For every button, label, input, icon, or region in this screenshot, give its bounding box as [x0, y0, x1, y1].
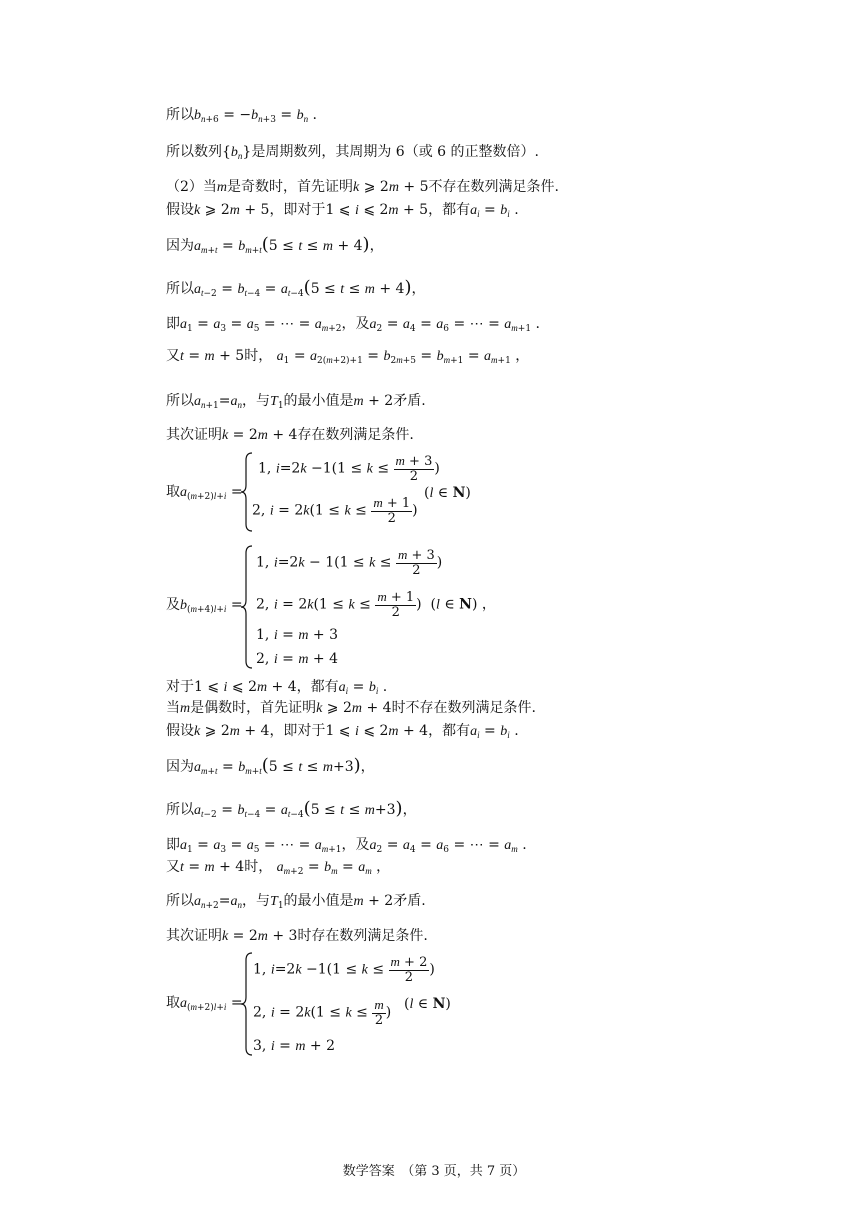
line-14-b: ，都有 — [296, 679, 339, 695]
line-20: 又t = m + 4时， $a_{m+2} = b_m = a_m$ ， — [166, 859, 391, 877]
piecewise-3-case-1: 1, i=2k −1(1 ≤ k ≤ $\frac{m + 2}{2}$ ) — [253, 954, 435, 985]
line-15-c: 时不存在数列满足条件. — [391, 700, 537, 716]
piecewise-3-case-3: 3, i = m + 2 — [253, 1038, 336, 1054]
line-22-b: 时存在数列满足条件. — [297, 928, 428, 944]
line-7-prefix: 即 — [166, 316, 180, 332]
piecewise-2-case-4: 2, i = m + 4 — [256, 651, 339, 667]
brace-3 — [240, 952, 254, 1056]
line-14-a: 对于 — [166, 679, 194, 695]
line-3-b: 是奇数时，首先证明 — [227, 179, 354, 195]
line-19-prefix: 即 — [166, 837, 180, 853]
piecewise-2-case-1: 1, i=2k − 1(1 ≤ k ≤ $\frac{m + 3}{2}$ ) — [256, 547, 443, 578]
line-21-prefix: 所以 — [166, 893, 194, 909]
line-20-prefix: 又 — [166, 859, 180, 875]
line-22-a: 其次证明 — [166, 928, 222, 944]
piecewise-2-case-2: 2, i = 2k(1 ≤ k ≤ $\frac{m + 1}{2}$ ) (l ∈ N) ， — [256, 589, 496, 620]
line-21-mid: ，与 — [242, 893, 271, 909]
brace-2 — [240, 545, 254, 669]
line-7: 即$a_1 = a_3 = a_5$ = ⋯ = $a_{m+2}$，及$a_2 = a_4 = a_6$ = ⋯ = $a_{m+1}$ . — [166, 316, 540, 334]
line-17-prefix: 因为 — [166, 759, 194, 775]
piecewise-2-lhs: 及$b_{(m+4)l+i}$ = — [166, 597, 243, 615]
line-4-b: ，即对于 — [269, 202, 326, 218]
line-6-prefix: 所以 — [166, 281, 194, 297]
line-10-b: 存在数列满足条件. — [297, 427, 414, 443]
line-16-b: ，即对于 — [269, 723, 326, 739]
line-2: 所以数列$\{b_n\}$是周期数列，其周期为 6（或 6 的正整数倍）. — [166, 144, 539, 161]
piecewise-1-lhs: 取$a_{(m+2)l+i}$ = — [166, 484, 243, 502]
line-21-end: 矛盾. — [393, 893, 426, 909]
line-10-a: 其次证明 — [166, 427, 222, 443]
line-2-a: 所以数列 — [166, 144, 222, 160]
line-4-c: ，都有 — [428, 202, 471, 218]
piecewise-1-case-1: 1, i=2k −1(1 ≤ k ≤ $\frac{m + 3}{2}$ ) — [258, 453, 440, 484]
line-16-a: 假设 — [166, 723, 194, 739]
line-10: 其次证明k = 2m + 4存在数列满足条件. — [166, 427, 414, 443]
line-4-a: 假设 — [166, 202, 194, 218]
line-5: 因为$a_{m+t} = b_{m+t}(5 \le t \le m + 4)$， — [166, 234, 384, 256]
piecewise-3-case-2: 2, i = 2k(1 ≤ k ≤ $\frac{m}{2}$ ) — [253, 997, 392, 1028]
line-15: 当m是偶数时，首先证明k ⩾ 2m + 4时不存在数列满足条件. — [166, 700, 537, 716]
line-19-mid: ，及 — [341, 837, 370, 853]
line-9-end: 矛盾. — [393, 393, 426, 409]
piecewise-1-case-2: 2, i = 2k(1 ≤ k ≤ $\frac{m + 1}{2}$ ) — [252, 495, 418, 526]
line-6: 所以$a_{t-2} = b_{t-4} = a_{t-4}(5 \le t \le m + 4)$， — [166, 277, 426, 299]
line-7-mid: ，及 — [341, 316, 370, 332]
line-21-suffix: 的最小值是 — [283, 893, 354, 909]
line-8-mid: 时， — [244, 348, 273, 364]
line-16-c: ，都有 — [428, 723, 471, 739]
line-1-prefix: 所以 — [166, 107, 194, 123]
line-9-prefix: 所以 — [166, 393, 194, 409]
line-9: 所以$a_{n+1}=a_n$，与$T_1$的最小值是m + 2矛盾. — [166, 393, 426, 411]
line-3: （2）当m是奇数时，首先证明k ⩾ 2m + 5不存在数列满足条件. — [166, 179, 559, 195]
line-4: 假设k ⩾ 2m + 5，即对于1 ⩽ i ⩽ 2m + 5，都有$a_i = b_i$ . — [166, 202, 519, 219]
line-17: 因为$a_{m+t} = b_{m+t}(5 \le t \le m+3)$， — [166, 755, 375, 777]
take-label-1: 取 — [166, 484, 180, 500]
page-footer: 数学答案 （第 3 页，共 7 页） — [342, 1164, 526, 1179]
line-3-c: 不存在数列满足条件. — [428, 179, 559, 195]
and-label: 及 — [166, 597, 180, 613]
line-16: 假设k ⩾ 2m + 4，即对于1 ⩽ i ⩽ 2m + 4，都有$a_i = b_i$ . — [166, 723, 519, 740]
line-15-a: 当 — [166, 700, 180, 716]
line-18-prefix: 所以 — [166, 802, 194, 818]
piecewise-3-domain: (l ∈ N) — [404, 996, 451, 1012]
line-8: 又t = m + 5时， $a_1 = a_{2(m+2)+1} = b_{2m+5} = b_{m+1} = a_{m+1}$ ， — [166, 348, 530, 366]
line-8-prefix: 又 — [166, 348, 180, 364]
line-9-mid: ，与 — [242, 393, 271, 409]
line-21: 所以$a_{n+2}=a_n$，与$T_1$的最小值是m + 2矛盾. — [166, 893, 426, 911]
line-20-mid: 时， — [244, 859, 273, 875]
line-2-b: 是周期数列，其周期为 6（或 6 的正整数倍）. — [251, 144, 539, 160]
line-9-suffix: 的最小值是 — [283, 393, 354, 409]
line-22: 其次证明k = 2m + 3时存在数列满足条件. — [166, 928, 428, 944]
piecewise-3-lhs: 取$a_{(m+2)l+i}$ = — [166, 995, 243, 1013]
line-5-prefix: 因为 — [166, 238, 194, 254]
piecewise-2-case-3: 1, i = m + 3 — [256, 627, 339, 643]
piecewise-1-domain: (l ∈ N) — [424, 485, 471, 501]
line-3-a: （2）当 — [166, 179, 217, 195]
take-label-2: 取 — [166, 995, 180, 1011]
line-19: 即$a_1 = a_3 = a_5$ = ⋯ = $a_{m+1}$，及$a_2 = a_4 = a_6$ = ⋯ = $a_m$ . — [166, 837, 527, 855]
line-18: 所以$a_{t-2} = b_{t-4} = a_{t-4}(5 \le t \le m+3)$， — [166, 798, 417, 820]
line-14: 对于1 ⩽ i ⩽ 2m + 4，都有$a_i = b_i$ . — [166, 679, 388, 696]
line-1: 所以$b_{n+6} = -b_{n+3} = b_n$ . — [166, 107, 317, 125]
line-15-b: 是偶数时，首先证明 — [190, 700, 317, 716]
